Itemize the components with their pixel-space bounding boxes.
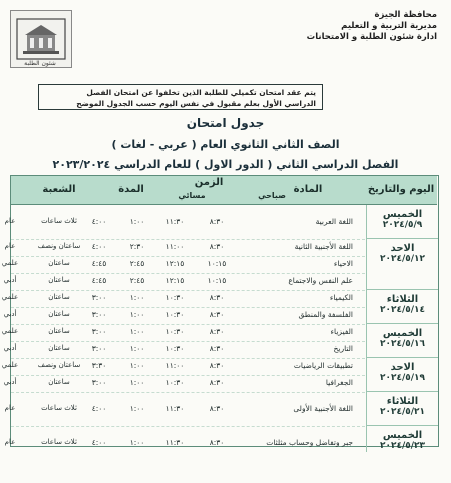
page-title: جدول امتحان <box>186 116 265 130</box>
table-header <box>11 176 437 205</box>
governorate-label: محافظة الجيزة <box>374 10 437 20</box>
page-footer <box>0 452 451 483</box>
organization-header <box>307 10 437 43</box>
evening-end-cell: ٤:٤٥ <box>91 276 107 285</box>
evening-start-cell: ١:٠٠ <box>129 344 145 353</box>
day-name: الخميس <box>382 209 423 220</box>
day-name: الثلاثاء <box>386 396 419 407</box>
evening-end-cell: ٣:٠٠ <box>91 310 107 319</box>
duration-cell: ساعتان <box>48 344 70 352</box>
day-name: الخميس <box>382 430 423 441</box>
morning-start-cell: ٨:٣٠ <box>209 293 225 302</box>
morning-start-cell: ٨:٣٠ <box>209 327 225 336</box>
day-name: الخميس <box>382 328 423 339</box>
directorate-label: مديرية التربية و التعليم <box>341 21 437 31</box>
department-label: ادارة شئون الطلبة و الامتحانات <box>306 32 437 42</box>
duration-cell: ساعتان ونصف <box>37 361 81 369</box>
morning-end-cell: ١٠:٣٠ <box>165 327 185 336</box>
evening-start-cell: ١:٠٠ <box>129 403 145 413</box>
morning-start-cell: ٨:٣٠ <box>209 403 225 413</box>
table-row <box>1 290 365 308</box>
subject-cell: جبر وتفاضل وحساب مثلثات <box>266 437 353 447</box>
morning-start-cell: ٨:٣٠ <box>209 437 225 447</box>
duration-cell: ثلاث ساعات <box>41 403 77 412</box>
morning-end-cell: ١١:٠٠ <box>165 361 185 370</box>
header-branch: الشعبة <box>42 184 76 195</box>
evening-end-cell: ٤:٠٠ <box>91 216 107 226</box>
day-date: ٢٠٢٤/٥/٢٣ <box>379 441 426 451</box>
subject-cell: الجغرافيا <box>325 378 353 387</box>
morning-start-cell: ١٠:١٥ <box>207 276 227 285</box>
evening-start-cell: ١:٠٠ <box>129 378 145 387</box>
evening-start-cell: ١:٠٠ <box>129 361 145 370</box>
branch-cell: علمي <box>1 361 19 369</box>
morning-start-cell: ٨:٣٠ <box>209 242 225 251</box>
morning-end-cell: ١٢:١٥ <box>165 259 185 268</box>
day-date: ٢٠٢٤/٥/١٢ <box>379 254 426 264</box>
duration-cell: ساعتان <box>48 293 70 301</box>
table-row <box>3 273 365 291</box>
duration-cell: ساعتان <box>48 378 70 386</box>
morning-start-cell: ٨:٣٠ <box>209 344 225 353</box>
table-row <box>1 256 365 274</box>
header-evening: مسائي <box>178 191 206 200</box>
evening-end-cell: ٤:٤٥ <box>91 259 107 268</box>
subject-cell: اللغة الأجنبية الثانية <box>294 242 353 251</box>
evening-start-cell: ١:٠٠ <box>129 216 145 226</box>
branch-cell: أدبي <box>3 276 17 284</box>
evening-start-cell: ١:٠٠ <box>129 327 145 336</box>
evening-end-cell: ٤:٠٠ <box>91 403 107 413</box>
day-cell <box>366 290 438 324</box>
branch-cell: عام <box>4 216 16 225</box>
subject-cell: الكيمياء <box>329 293 353 302</box>
day-cell <box>366 324 438 358</box>
evening-end-cell: ٣:٠٠ <box>91 378 107 387</box>
header-day: اليوم والتاريخ <box>367 184 435 195</box>
evening-end-cell: ٣:٠٠ <box>91 327 107 336</box>
subject-cell: اللغة الأجنبية الأولى <box>293 403 353 413</box>
evening-start-cell: ٢:٣٠ <box>129 242 145 251</box>
duration-cell: ثلاث ساعات <box>41 216 77 225</box>
subject-cell: الفيزياء <box>330 327 353 336</box>
morning-start-cell: ٨:٣٠ <box>209 310 225 319</box>
morning-end-cell: ١١:٣٠ <box>165 403 185 413</box>
evening-start-cell: ١:٠٠ <box>129 437 145 447</box>
morning-end-cell: ١١:٣٠ <box>165 216 185 226</box>
duration-cell: ثلاث ساعات <box>41 437 77 446</box>
subject-cell: الاحياء <box>333 259 353 268</box>
logo-caption: شئون الطلبة <box>24 60 56 67</box>
evening-start-cell: ٢:٤٥ <box>129 276 145 285</box>
grade-title: الصف الثاني الثانوي العام ( عربي - لغات ) <box>111 138 340 151</box>
day-date: ٢٠٢٤/٥/٢١ <box>379 407 426 417</box>
morning-start-cell: ٨:٣٠ <box>209 361 225 370</box>
notice-line-2: الدراسي الأول بعلم مقبول في نفس اليوم حسب الجدول الموضح <box>76 99 316 108</box>
header-morning: صباحي <box>258 191 286 200</box>
morning-start-cell: ٨:٣٠ <box>209 216 225 226</box>
morning-end-cell: ١٠:٣٠ <box>165 293 185 302</box>
evening-end-cell: ٤:٠٠ <box>91 242 107 251</box>
duration-cell: ساعتان <box>48 327 70 335</box>
day-cell <box>366 392 438 426</box>
evening-end-cell: ٣:٠٠ <box>91 344 107 353</box>
branch-cell: علمي <box>1 327 19 335</box>
duration-cell: ساعتان <box>48 276 70 284</box>
table-row <box>4 205 365 240</box>
table-row <box>3 307 365 325</box>
term-title: الفصل الدراسي الثاني ( الدور الاول ) للعام الدراسي ٢٠٢٣/٢٠٢٤ <box>52 158 399 171</box>
header-time: الزمن <box>194 177 224 188</box>
day-name: الاحد <box>390 362 415 373</box>
building-logo-icon <box>15 17 67 61</box>
day-date: ٢٠٢٤/٥/١٩ <box>379 373 426 383</box>
evening-end-cell: ٣:٠٠ <box>91 293 107 302</box>
header-subject: المادة <box>293 184 323 195</box>
table-row <box>3 341 365 359</box>
day-cell <box>366 239 438 290</box>
duration-cell: ساعتان <box>48 259 70 267</box>
day-date: ٢٠٢٤/٥/٩ <box>382 220 423 230</box>
morning-end-cell: ١٠:٣٠ <box>165 310 185 319</box>
morning-end-cell: ١١:٠٠ <box>165 242 185 251</box>
branch-cell: عام <box>4 403 16 412</box>
morning-end-cell: ١١:٣٠ <box>165 437 185 447</box>
day-date: ٢٠٢٤/٥/١٤ <box>379 305 426 315</box>
evening-start-cell: ١:٠٠ <box>129 310 145 319</box>
subject-cell: الفلسفة والمنطق <box>298 310 353 319</box>
branch-cell: أدبي <box>3 344 17 352</box>
morning-end-cell: ١٠:٣٠ <box>165 378 185 387</box>
day-date: ٢٠٢٤/٥/١٦ <box>379 339 426 349</box>
table-row <box>1 358 365 376</box>
branch-cell: أدبي <box>3 378 17 386</box>
exam-table <box>1 175 439 451</box>
subject-cell: علم النفس والاجتماع <box>288 276 353 285</box>
morning-start-cell: ١٠:١٥ <box>207 259 227 268</box>
evening-end-cell: ٤:٠٠ <box>91 437 107 447</box>
branch-cell: عام <box>4 242 16 250</box>
header-duration: المدة <box>118 184 144 195</box>
branch-cell: أدبي <box>3 310 17 318</box>
evening-start-cell: ١:٠٠ <box>129 293 145 302</box>
table-row <box>1 324 365 342</box>
day-name: الثلاثاء <box>386 294 419 305</box>
morning-end-cell: ١٠:٣٠ <box>165 344 185 353</box>
day-cell <box>366 358 438 392</box>
table-row <box>4 392 365 427</box>
notice-line-1: يتم عقد امتحان تكميلي للطلبة الذين تخلفوا عن امتحان الفصل <box>86 88 316 97</box>
subject-cell: اللغة العربية <box>315 216 353 226</box>
subject-cell: تطبيقات الرياضيات <box>293 361 353 370</box>
duration-cell: ساعتان ونصف <box>37 242 81 250</box>
table-row <box>3 375 365 393</box>
branch-cell: علمي <box>1 293 19 301</box>
morning-start-cell: ٨:٣٠ <box>209 378 225 387</box>
evening-start-cell: ٢:٤٥ <box>129 259 145 268</box>
morning-end-cell: ١٢:١٥ <box>165 276 185 285</box>
notice-box <box>38 84 323 110</box>
branch-cell: عام <box>4 437 16 446</box>
subject-cell: التاريخ <box>333 344 353 353</box>
day-cell <box>366 205 438 239</box>
evening-end-cell: ٣:٣٠ <box>91 361 107 370</box>
branch-cell: علمي <box>1 259 19 267</box>
day-name: الاحد <box>390 243 415 254</box>
duration-cell: ساعتان <box>48 310 70 318</box>
table-row <box>4 239 365 257</box>
